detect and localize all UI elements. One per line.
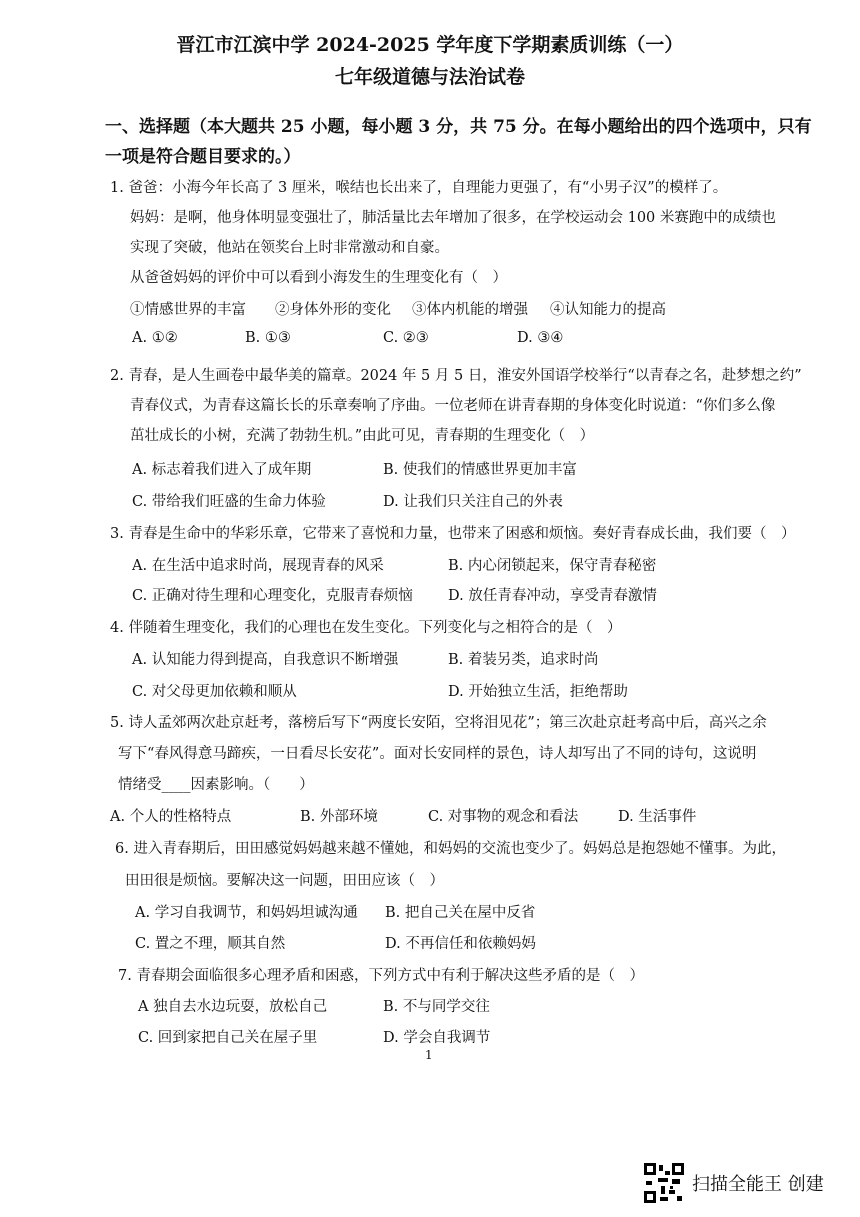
question-4-option-a: A. 认知能力得到提高，自我意识不断增强 bbox=[132, 652, 399, 668]
question-7-option-d: D. 学会自我调节 bbox=[383, 1030, 491, 1046]
question-1-option-b: B. ①③ bbox=[245, 330, 291, 346]
question-5-line2: 写下“春风得意马蹄疾，一日看尽长安花”。面对长安同样的景色，诗人却写出了不同的诗句，这说明 bbox=[118, 746, 757, 762]
section-heading-line2: 一项是符合题目要求的。） bbox=[105, 147, 301, 167]
question-1-line2: 妈妈：是啊，他身体明显变强壮了，肺活量比去年增加了很多，在学校运动会 100 米赛跑中的成绩也 bbox=[130, 210, 776, 226]
question-7-option-a: A 独自去水边玩耍，放松自己 bbox=[138, 999, 328, 1015]
question-4-option-d: D. 开始独立生活，拒绝帮助 bbox=[448, 684, 628, 700]
question-4-line1: 4. 伴随着生理变化，我们的心理也在发生变化。下列变化与之相符合的是（ ） bbox=[110, 620, 622, 636]
question-5-line1: 5. 诗人孟郊两次赴京赶考，落榜后写下“两度长安陌，空将泪见花”；第三次赴京赶考高中后，高兴之余 bbox=[110, 715, 767, 731]
question-6-option-c: C. 置之不理，顺其自然 bbox=[135, 936, 286, 952]
question-1-item-4: ④认知能力的提高 bbox=[550, 302, 666, 318]
question-1-item-1: ①情感世界的丰富 bbox=[130, 302, 246, 318]
question-1-line3: 实现了突破，他站在领奖台上时非常激动和自豪。 bbox=[130, 240, 449, 256]
question-3-option-c: C. 正确对待生理和心理变化，克服青春烦恼 bbox=[132, 588, 413, 604]
exam-title: 晋江市江滨中学 2024-2025 学年度下学期素质训练（一） bbox=[176, 34, 684, 56]
question-2-line2: 青春仪式，为青春这篇长长的乐章奏响了序曲。一位老师在讲青春期的身体变化时说道：“你们多么像 bbox=[130, 398, 776, 414]
page-number: 1 bbox=[425, 1048, 433, 1062]
question-1-option-a: A. ①② bbox=[132, 330, 178, 346]
question-7-option-c: C. 回到家把自己关在屋子里 bbox=[138, 1030, 318, 1046]
question-2-option-c: C. 带给我们旺盛的生命力体验 bbox=[132, 494, 326, 510]
question-2-option-d: D. 让我们只关注自己的外表 bbox=[383, 494, 563, 510]
question-2-option-a: A. 标志着我们进入了成年期 bbox=[132, 462, 312, 478]
question-2-line3: 茁壮成长的小树，充满了勃勃生机。”由此可见，青春期的生理变化（ ） bbox=[130, 428, 595, 444]
exam-subtitle: 七年级道德与法治试卷 bbox=[334, 66, 525, 88]
question-1-line4: 从爸爸妈妈的评价中可以看到小海发生的生理变化有（ ） bbox=[130, 270, 507, 286]
question-5-line3: 情绪受____因素影响。（ ） bbox=[118, 777, 314, 793]
qr-code-icon bbox=[644, 1163, 684, 1203]
question-6-option-d: D. 不再信任和依赖妈妈 bbox=[385, 936, 536, 952]
question-5-option-d: D. 生活事件 bbox=[618, 809, 697, 825]
question-6-line1: 6. 进入青春期后，田田感觉妈妈越来越不懂她，和妈妈的交流也变少了。妈妈总是抱怨她不懂事。为此， bbox=[115, 841, 786, 857]
section-heading-line1: 一、选择题（本大题共 25 小题，每小题 3 分，共 75 分。在每小题给出的四个选项中，只有 bbox=[105, 117, 812, 137]
question-3-option-b: B. 内心闭锁起来，保守青春秘密 bbox=[448, 558, 657, 574]
question-6-line2: 田田很是烦恼。要解决这一问题，田田应该（ ） bbox=[125, 873, 444, 889]
question-1-line1: 1. 爸爸：小海今年长高了 3 厘米，喉结也长出来了，自理能力更强了，有“小男子汉”的模样了。 bbox=[110, 180, 728, 196]
question-7-option-b: B. 不与同学交往 bbox=[383, 999, 490, 1015]
question-1-item-3: ③体内机能的增强 bbox=[412, 302, 528, 318]
question-1-option-d: D. ③④ bbox=[517, 330, 564, 346]
question-1-item-2: ②身体外形的变化 bbox=[275, 302, 391, 318]
question-2-option-b: B. 使我们的情感世界更加丰富 bbox=[383, 462, 577, 478]
question-4-option-c: C. 对父母更加依赖和顺从 bbox=[132, 684, 297, 700]
scanner-watermark bbox=[644, 1163, 824, 1203]
question-3-option-d: D. 放任青春冲动，享受青春激情 bbox=[448, 588, 657, 604]
question-3-option-a: A. 在生活中追求时尚，展现青春的风采 bbox=[132, 558, 384, 574]
question-2-line1: 2. 青春，是人生画卷中最华美的篇章。2024 年 5 月 5 日，淮安外国语学校举行“以青春之名，赴梦想之约” bbox=[110, 368, 802, 384]
question-5-option-a: A. 个人的性格特点 bbox=[110, 809, 232, 825]
question-3-line1: 3. 青春是生命中的华彩乐章，它带来了喜悦和力量，也带来了困惑和烦恼。奏好青春成长曲，我们要（ ） bbox=[110, 526, 796, 542]
question-6-option-b: B. 把自己关在屋中反省 bbox=[385, 905, 536, 921]
question-6-option-a: A. 学习自我调节，和妈妈坦诚沟通 bbox=[135, 905, 358, 921]
question-5-option-c: C. 对事物的观念和看法 bbox=[428, 809, 579, 825]
question-1-option-c: C. ②③ bbox=[383, 330, 429, 346]
question-4-option-b: B. 着装另类，追求时尚 bbox=[448, 652, 599, 668]
scanner-brand-text: 扫描全能王 创建 bbox=[692, 1174, 824, 1195]
question-7-line1: 7. 青春期会面临很多心理矛盾和困惑，下列方式中有利于解决这些矛盾的是（ ） bbox=[118, 968, 644, 984]
question-5-option-b: B. 外部环境 bbox=[300, 809, 378, 825]
